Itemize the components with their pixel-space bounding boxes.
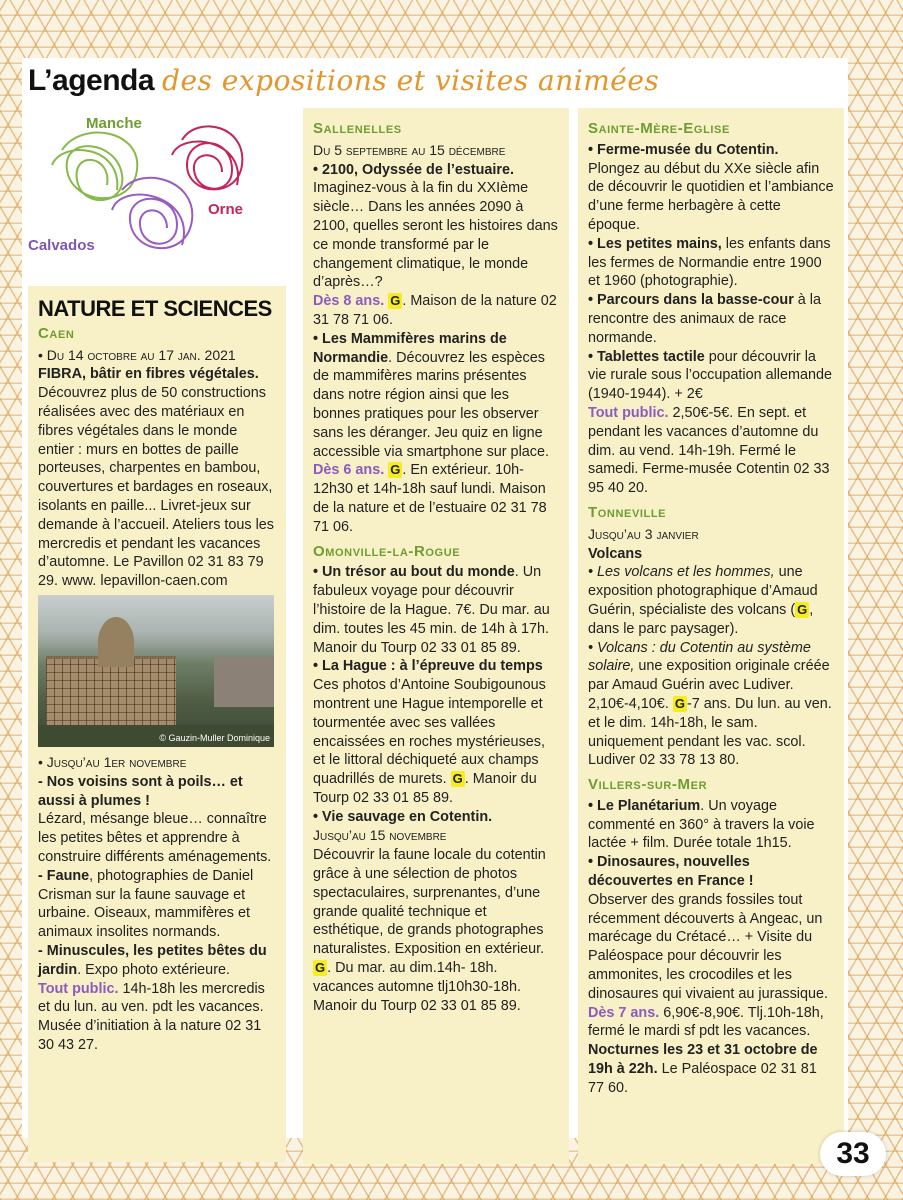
page-number: 33 <box>820 1132 886 1176</box>
event-text: , dans le parc paysager). <box>588 601 814 637</box>
column-2 <box>303 108 569 1164</box>
city-tonneville: Tonneville <box>588 503 667 521</box>
event-text: Lézard, mésange bleue… connaître les petites bêtes et apprendre à construire différents aménagements. <box>38 811 272 865</box>
audience-label: Dès 6 ans. <box>313 462 385 479</box>
event-title: FIBRA, bâtir en fibres végétales. <box>38 366 259 383</box>
event-text: Découvrez plus de 50 constructions réalisées avec des matériaux en fibres végétales dans le monde entier : murs en bottes de paille porteuses, charpentes en bambou, couvertures et bardages en roseaux, isolants en paille... Livret-jeux sur demande à l’accueil. Ateliers tous les mercredis et pendant les vacances d’automne. Le Pavillon 02 31 83 79 29. www. lepavillon-caen.com <box>38 385 274 590</box>
event-text: . Expo photo extérieure. <box>77 961 230 978</box>
event-title: • Vie sauvage en Cotentin. <box>313 808 493 825</box>
city-sainte-mere-eglise: Sainte-Mère-Eglise <box>588 120 730 137</box>
manche-scribble <box>52 133 137 201</box>
event-text: à la rencontre des animaux de race normande. <box>588 292 821 346</box>
event-title: • Parcours dans la basse-cour <box>588 292 794 309</box>
column-3 <box>578 108 844 1164</box>
event-title: • La Hague : à l’épreuve du temps <box>313 658 543 675</box>
event-date: • Du 14 octobre au 17 jan. 2021 <box>38 346 236 363</box>
event-voisins <box>38 753 276 1055</box>
audience-label: Tout public. <box>588 404 669 421</box>
region-orne: Orne <box>208 201 244 218</box>
section-title: NATURE ET SCIENCES <box>38 296 272 321</box>
bamboo-building-photo <box>38 595 274 747</box>
audience-label: Tout public. <box>38 980 119 997</box>
event-info: -7 ans. Du lun. au ven. et le dim. 14h-18h, le sam. uniquement pendant les vac. scol. Ludiver 02 33 78 13 80. <box>588 695 832 769</box>
column-nature-sciences <box>28 286 286 1162</box>
event-title: • 2100, Odyssée de l’estuaire. <box>313 161 515 178</box>
event-text: Observer des grands fossiles tout récemment découverts à Angeac, un marécage du Crétacé… + Visite du Paléospace pour découvrir les ammonites, les crocodiles et les dinosaures qui vivaient au jurassique. <box>588 891 828 1002</box>
photo-credit: © Gauzin-Muller Dominique <box>159 732 270 743</box>
event-title: • Dinosaures, nouvelles découvertes en France ! <box>588 854 754 890</box>
title-script: des expositions et visites animées <box>162 64 660 97</box>
event-text: Plongez au début du XXe siècle afin de découvrir le quotidien et l’ambiance d’une ferme herbagère à cette époque. <box>588 160 834 233</box>
city-sallenelles: Sallenelles <box>313 120 402 137</box>
event-title: Volcans <box>588 545 643 562</box>
audience-label: Dès 8 ans. <box>313 293 385 310</box>
event-text: , photographies de Daniel Crisman sur la faune sauvage et urbaine. Oiseaux, mammifères et animaux insolites normands. <box>38 867 254 941</box>
regions-scribble-graphic <box>22 110 292 280</box>
page-title <box>28 64 659 98</box>
event-text: . Un voyage commenté en 360° à travers la voie lactée + film. Durée totale 1h15. <box>588 797 815 852</box>
event-info: 2,50€-5€. En sept. et pendant les vacances d’automne du dim. au vend. 14h-19h. Fermé le samedi. Ferme-musée Cotentin 02 33 95 40 20. <box>588 404 830 497</box>
event-title: • Ferme-musée du Cotentin. <box>588 141 779 158</box>
calvados-scribble <box>112 178 192 248</box>
event-title: - Nos voisins sont à poils… et aussi à plumes ! <box>38 773 243 809</box>
region-manche: Manche <box>86 115 142 132</box>
event-text: Le Paléospace 02 31 81 77 60. <box>588 1061 817 1096</box>
event-fibra <box>38 346 276 591</box>
event-title: • Les Mammifères marins de Normandie <box>313 330 507 366</box>
event-title: • Un trésor au bout du monde <box>313 564 515 581</box>
event-text: pour découvrir la vie rurale sous l’occupation allemande (1940-1944). + 2€ <box>588 348 832 403</box>
page-content <box>22 58 848 1138</box>
region-calvados: Calvados <box>28 237 95 254</box>
city-caen: Caen <box>38 324 75 342</box>
event-info: 14h-18h les mercredis et du lun. au ven. pdt les vacances. Musée d’initiation à la nature 02 31 30 43 27. <box>38 980 265 1053</box>
event-text: Découvrir la faune locale du cotentin grâce à une sélection de photos spectaculaires, surprenantes, d’une grande qualité technique et esthétique, de grands photographes naturalistes. Exposition en extérieur. <box>313 847 546 958</box>
event-date: • Jusqu’au 1er novembre <box>38 753 187 770</box>
event-text: . Un fabuleux voyage pour découvrir l’histoire de la Hague. 7€. Du mar. au dim. toutes les 45 min. de 14h à 17h. Manoir du Tourp 02 33 01 85 89. <box>313 564 550 656</box>
event-date: Jusqu’au 3 janvier <box>588 525 699 542</box>
event-date: Du 5 septembre au 15 décembre <box>313 141 506 158</box>
event-text: une exposition photographique d’Amaud Guérin, spécialiste des volcans ( <box>588 564 818 618</box>
gratuit-badge: G <box>452 771 463 787</box>
event-title: • Le Planétarium <box>588 797 701 814</box>
orne-scribble <box>172 126 242 189</box>
event-info: 6,90€-8,90€. Tlj.10h-18h, fermé le mardi sf pdt les vacances. <box>588 1004 824 1040</box>
event-text: les enfants dans les fermes de Normandie entre 1900 et 1960 (photographie). <box>588 235 831 290</box>
event-title: • Les petites mains, <box>588 235 722 252</box>
gratuit-badge: G <box>390 293 401 309</box>
event-info: . En extérieur. 10h-12h30 et 14h-18h sauf lundi. Maison de la nature et de l’estuaire 02 31 78 71 06. <box>313 462 547 535</box>
title-main: L’agenda <box>28 64 155 97</box>
event-title: • Tablettes tactile <box>588 348 705 365</box>
event-title: - Minuscules, les petites bêtes du jardin <box>38 942 267 978</box>
gratuit-badge: G <box>674 695 685 711</box>
event-text: une exposition originale créée par Amaud Guérin avec Ludiver. 2,10€-4,10€. <box>588 658 830 712</box>
event-info: . Du mar. au dim.14h- 18h. vacances automne tlj10h30-18h. Manoir du Tourp 02 33 01 85 89. <box>313 960 522 1014</box>
audience-label: Dès 7 ans. <box>588 1004 660 1021</box>
event-info: . Manoir du Tourp 02 33 01 85 89. <box>313 771 537 806</box>
event-date: Jusqu’au 15 novembre <box>313 827 447 844</box>
gratuit-badge: G <box>797 601 808 617</box>
event-info: . Maison de la nature 02 31 78 71 06. <box>313 293 557 328</box>
event-subtitle: • Volcans : du Cotentin au système solaire, <box>588 639 811 675</box>
gratuit-badge: G <box>390 462 401 478</box>
event-title: Nocturnes les 23 et 31 octobre de 19h à 22h. <box>588 1042 818 1078</box>
event-title: - Faune <box>38 867 90 884</box>
event-text: Imaginez-vous à la fin du XXIème siècle… Dans les années 2090 à 2100, quelles seront les histoires dans ce monde transformé par le changement climatique, le monde d’après…? <box>313 180 558 291</box>
city-omonville: Omonville-la-Rogue <box>313 542 461 560</box>
event-subtitle: • Les volcans et les hommes, <box>588 564 775 581</box>
gratuit-badge: G <box>315 960 326 976</box>
event-text: Ces photos d’Antoine Soubigounous montrent une Hague intemporelle et tourmentée avec ses vallées encaissées en roches mystérieuses, et le littoral déchiqueté aux champs quadrillés de murets. <box>313 677 546 788</box>
city-villers-sur-mer: Villers-sur-Mer <box>588 776 708 794</box>
event-text: . Découvrez les espèces de mammifères marins présentes dans notre région ainsi que les bonnes pratiques pour les observer sans les déranger. Jeu quiz en ligne accessible via smartphone sur place. <box>313 349 549 460</box>
